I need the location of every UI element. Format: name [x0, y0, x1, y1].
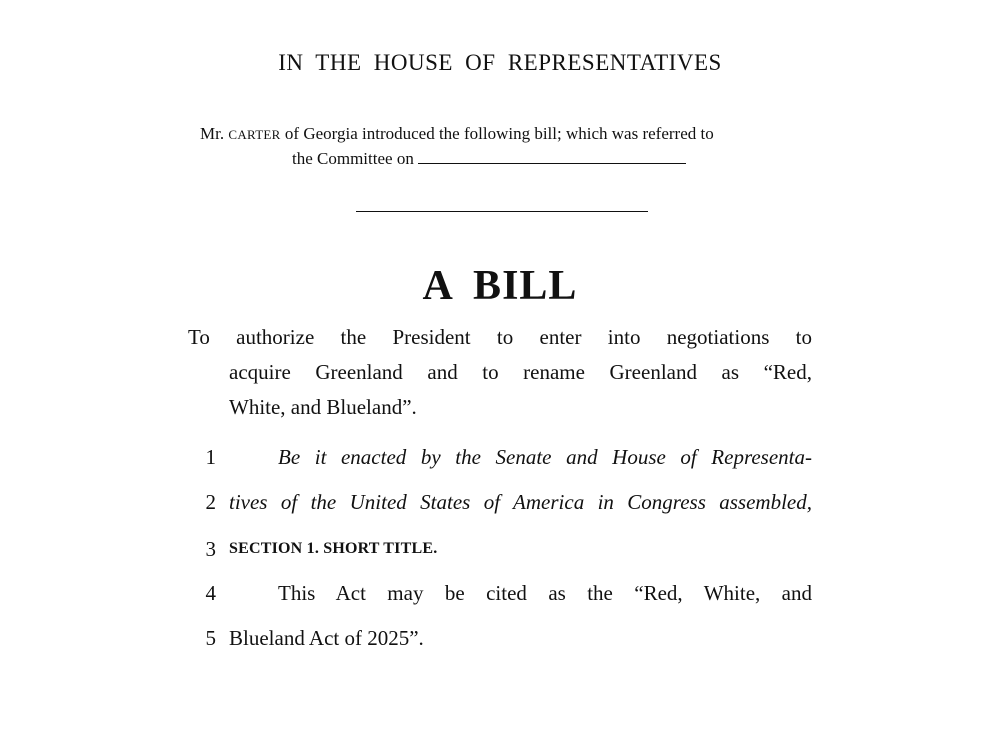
section-heading: SECTION 1. SHORT TITLE.: [229, 540, 438, 557]
short-title-line-1: This Act may be cited as the “Red, White, and: [278, 581, 812, 605]
committee-label: the Committee on: [292, 149, 414, 168]
short-title-line-2: Blueland Act of 2025”.: [229, 626, 424, 650]
line-number: 2: [205, 490, 216, 514]
sponsor-name: CARTER: [228, 127, 281, 142]
line-number: 5: [205, 626, 216, 650]
bill-title: A BILL: [422, 263, 578, 309]
chamber-header: IN THE HOUSE OF REPRESENTATIVES: [278, 50, 722, 75]
committee-blank-field: [418, 149, 686, 164]
enacting-clause-line-2: tives of the United States of America in Congress assembled,: [229, 490, 812, 514]
bill-purpose: [188, 320, 812, 425]
purpose-line-2: acquire Greenland and to rename Greenland as “Red,: [229, 360, 812, 384]
enacting-clause-line-1: Be it enacted by the Senate and House of Representa-: [278, 445, 812, 469]
separator-rule: [356, 211, 648, 212]
introduction-text: of Georgia introduced the following bill; which was referred to: [280, 124, 714, 143]
introduction-line-2: [200, 147, 810, 171]
purpose-line-1: To authorize the President to enter into negotiations to: [188, 325, 812, 349]
line-number: 4: [205, 581, 216, 605]
line-number: 3: [205, 537, 216, 561]
purpose-line-3: White, and Blueland”.: [229, 395, 417, 419]
sponsor-prefix: Mr.: [200, 124, 229, 143]
introduction-statement: [200, 122, 810, 171]
line-number: 1: [205, 445, 216, 469]
introduction-line-1: [200, 122, 810, 147]
